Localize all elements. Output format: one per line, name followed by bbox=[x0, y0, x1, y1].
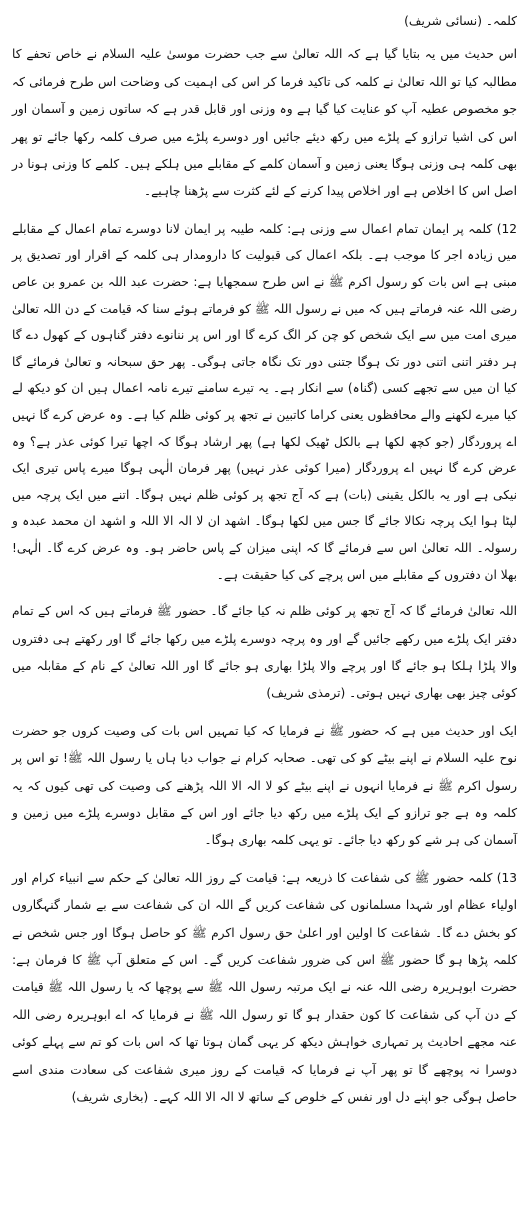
paragraph-scales-hadith: اللہ تعالیٰ فرمائے گا کہ آج تجھ پر کوئی ظلم نہ کیا جائے گا۔ حضور ﷺ فرماتے ہیں کہ اس کے تمام دفتر ایک پلڑے میں رکھے جائیں گے اور وہ پرچہ دوسرے پلڑے میں رکھا جائے گا اور رکھتے ہی دفتروں والا پلڑا ہلکا ہو جائے گا اور پرچے والا پلڑا بھاری ہو جائے گا اور اللہ تعالیٰ کے نام کے مقابلہ میں کوئی چیز بھی بھاری نہیں ہوتی۔ (ترمذی شریف) bbox=[12, 604, 517, 701]
paragraph-nuh-hadith: ایک اور حدیث میں ہے کہ حضور ﷺ نے فرمایا کہ کیا تمہیں اس بات کی وصیت کروں جو حضرت نوح علیہ السلام نے اپنے بیٹے کو کی تھی۔ صحابہ کرام نے جواب دیا ہاں یا رسول اللہ ﷺ! تو اس پر رسول اکرم ﷺ نے فرمایا انہوں نے اپنے بیٹے کو لا الہ الا اللہ پڑھنے کی وصیت کی تھی کیوں کہ یہ کلمہ وہ ہے جو ترازو کے ایک پلڑے میں رکھ دیا جائے اور اس کے مقابل دوسرے پلڑے میں زمین و آسمان کی ہر شے کو رکھ دیا جائے۔ تو یہی کلمہ بھاری ہوگا۔ bbox=[12, 723, 517, 848]
paragraph-point-13: 13) کلمہ حضور ﷺ کی شفاعت کا ذریعہ ہے: قیامت کے روز اللہ تعالیٰ کے حکم سے انبیاء کرام اور اولیاء عظام اور شہدا مسلمانوں کی شفاعت کریں گے اللہ ان کی شفاعت سے بے شمار گنہگاروں کو بخش دے گا۔ شفاعت کا اولین اور اعلیٰ حق رسول اکرم ﷺ کو حاصل ہوگا اور جس شخص نے کلمہ پڑھا ہو گا حضور ﷺ اس کی ضرور شفاعت کریں گے۔ اس کے متعلق آپ ﷺ کا فرمان ہے: حضرت ابوہریرہ رضی اللہ عنہ نے ایک مرتبہ رسول اللہ ﷺ سے پوچھا کہ یا رسول اللہ ﷺ قیامت کے دن آپ کی شفاعت کا کون حقدار ہو گا تو رسول اللہ ﷺ نے فرمایا کہ اے ابوہریرہ رضی اللہ عنہ مجھے احادیث پر تمہاری خواہش دیکھ کر یہی گمان ہوتا تھا کہ اس بات کو تم سے پہلے کوئی دوسرا نہ پوچھے گا تو پھر آپ نے فرمایا کہ قیامت کے روز میری شفاعت کی سعادت مندی اسے حاصل ہوگی جو اپنے دل اور نفس کے خلوص کے ساتھ لا الہ الا اللہ کہے۔ (بخاری شریف) bbox=[12, 870, 517, 1105]
paragraph-kalima-weight: اس حدیث میں یہ بتایا گیا ہے کہ اللہ تعالیٰ سے جب حضرت موسیٰ علیہ السلام نے خاص تحفے کا مطالبہ کیا تو اللہ تعالیٰ نے کلمہ کی تاکید فرما کر اس کی اہمیت کی وضاحت اس طرح فرمائی کہ جو مخصوص عطیہ آپ کو عنایت کیا گیا ہے وہ وزنی اور قابل قدر ہے کہ ساتوں زمین و آسمان اور اس کی اشیا ترازو کے پلڑے میں رکھ دیئے جائیں اور دوسرے پلڑے میں صرف کلمہ رکھا جائے تو پھر بھی کلمہ ہی وزنی ہوگا یعنی زمین و آسمان کلمے کے مقابلے میں ہلکے ہیں۔ کلمے کا وزنی ہونا در اصل اس کا اخلاص ہے اور اخلاص پیدا کرنے کے لئے کثرت سے پڑھنا چاہیے۔ bbox=[12, 47, 517, 199]
paragraph-citation: کلمہ۔ (نسائی شریف) bbox=[404, 14, 517, 28]
paragraph-point-12: 12) کلمہ پر ایمان تمام اعمال سے وزنی ہے: کلمہ طیبہ پر ایمان لانا دوسرے تمام اعمال کے مقابلے میں زیادہ اجر کا موجب ہے۔ بلکہ اعمال کی قبولیت کا دارومدار ہی کلمہ کے اقرار اور تصدیق پر مبنی ہے اس بات کو رسول اکرم ﷺ نے اس طرح سمجھایا ہے: حضرت عبد اللہ بن عمرو بن عاص رضی اللہ عنہ فرماتے ہیں کہ میں نے رسول اللہ ﷺ کو فرماتے ہوئے سنا کہ قیامت کے دن اللہ تعالیٰ میری امت میں سے ایک شخص کو چن کر الگ کرے گا اور اس پر ننانوے دفتر گناہوں کے کھول دے گا ہر دفتر اتنی اتنی دور تک ہوگا جتنی دور تک نگاہ جاتی ہوگی۔ پھر حق سبحانہ و تعالیٰ فرمائے گا کیا ان میں سے تجھے کسی (گناہ) سے انکار ہے۔ یہ تیرے سامنے تیرے نامہ اعمال ہیں ان کو دیکھ لے کیا میرے لکھنے والے محافظوں یعنی کراما کاتبین نے تجھ پر کوئی ظلم کیا ہے۔ وہ عرض کرے گا نہیں اے پروردگار (جو کچھ لکھا ہے بالکل ٹھیک لکھا ہے) پھر ارشاد ہوگا کہ اچھا تیرا کوئی عذر ہے؟ وہ عرض کرے گا نہیں اے پروردگار (میرا کوئی عذر نہیں) پھر فرمان الٰہی ہوگا میرے پاس تیری ایک نیکی ہے اور یہ بالکل یقینی (بات) ہے کہ آج تجھ پر کوئی ظلم نہیں ہوگا۔ اتنے میں ایک پرچہ میں لپٹا ہوا ایک پرچہ نکالا جائے گا جس میں لکھا ہوگا۔ اشھد ان لا الہ الا اللہ و اشھد ان محمد عبدہ و رسولہ۔ اللہ تعالیٰ اس سے فرمائے گا کہ اپنی میزان کے پاس حاضر ہو۔ وہ عرض کرے گا۔ الٰہی! بھلا ان دفتروں کے مقابلے میں اس پرچے کی کیا حقیقت ہے۔ bbox=[12, 221, 517, 582]
